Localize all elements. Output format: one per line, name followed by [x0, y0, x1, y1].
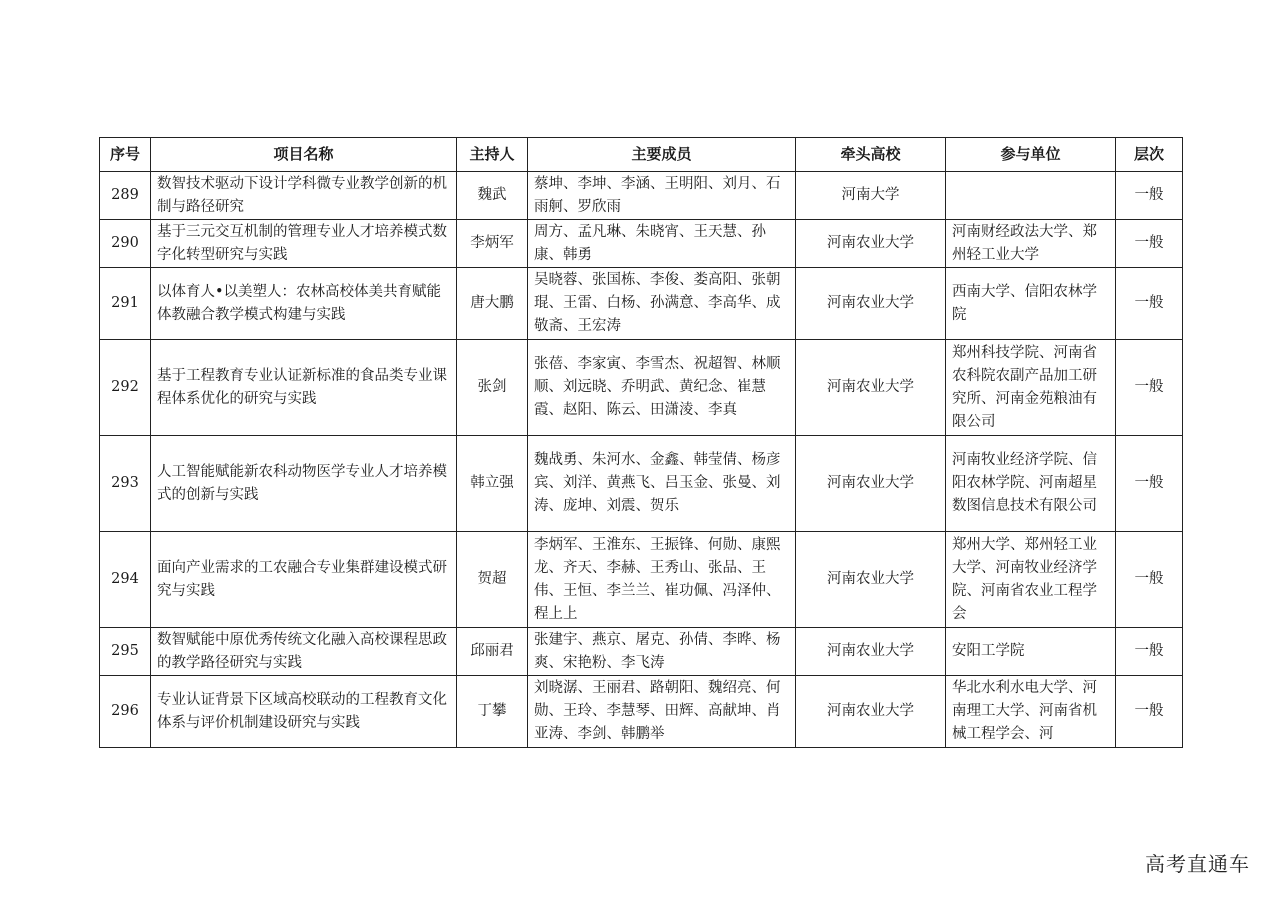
header-lead-university: 牵头高校: [796, 138, 946, 172]
table-row: [100, 676, 1183, 748]
cell-level: 一般: [1116, 268, 1183, 340]
project-table: [99, 137, 1183, 748]
cell-members: 张建宇、燕京、屠克、孙倩、李晔、杨爽、宋艳粉、李飞涛: [528, 628, 796, 676]
cell-members: 魏战勇、朱河水、金鑫、韩莹倩、杨彦宾、刘洋、黄燕飞、吕玉金、张曼、刘涛、庞坤、刘震、贺乐: [528, 436, 796, 532]
cell-no: 296: [100, 676, 151, 748]
cell-host: 张剑: [457, 340, 528, 436]
table-row: [100, 172, 1183, 220]
cell-partner-units: 安阳工学院: [946, 628, 1116, 676]
cell-host: 魏武: [457, 172, 528, 220]
table-row: [100, 268, 1183, 340]
cell-lead-university: 河南农业大学: [796, 268, 946, 340]
header-partner-units: 参与单位: [946, 138, 1116, 172]
cell-partner-units: 河南牧业经济学院、信阳农林学院、河南超星数图信息技术有限公司: [946, 436, 1116, 532]
cell-project-name: 基于工程教育专业认证新标准的食品类专业课程体系优化的研究与实践: [151, 340, 457, 436]
watermark-text: 高考直通车: [1145, 852, 1250, 876]
cell-members: 刘晓潺、王丽君、路朝阳、魏绍亮、何勋、王玲、李慧琴、田辉、高献坤、肖亚涛、李剑、韩鹏举: [528, 676, 796, 748]
cell-partner-units: 郑州大学、郑州轻工业大学、河南牧业经济学院、河南省农业工程学会: [946, 532, 1116, 628]
cell-no: 289: [100, 172, 151, 220]
cell-members: 周方、孟凡琳、朱晓宵、王天慧、孙康、韩勇: [528, 220, 796, 268]
cell-lead-university: 河南农业大学: [796, 676, 946, 748]
cell-no: 291: [100, 268, 151, 340]
cell-host: 邱丽君: [457, 628, 528, 676]
cell-lead-university: 河南大学: [796, 172, 946, 220]
cell-level: 一般: [1116, 220, 1183, 268]
cell-project-name: 面向产业需求的工农融合专业集群建设模式研究与实践: [151, 532, 457, 628]
header-members: 主要成员: [528, 138, 796, 172]
header-host: 主持人: [457, 138, 528, 172]
cell-no: 290: [100, 220, 151, 268]
cell-partner-units: 郑州科技学院、河南省农科院农副产品加工研究所、河南金苑粮油有限公司: [946, 340, 1116, 436]
cell-lead-university: 河南农业大学: [796, 340, 946, 436]
cell-lead-university: 河南农业大学: [796, 436, 946, 532]
cell-members: 李炳军、王淮东、王振锋、何勋、康熙龙、齐天、李赫、王秀山、张品、王伟、王恒、李兰兰、崔功佩、冯泽仲、程上上: [528, 532, 796, 628]
cell-no: 295: [100, 628, 151, 676]
cell-partner-units: 河南财经政法大学、郑州轻工业大学: [946, 220, 1116, 268]
cell-project-name: 以体育人•以美塑人：农林高校体美共育赋能体教融合教学模式构建与实践: [151, 268, 457, 340]
header-project-name: 项目名称: [151, 138, 457, 172]
table-row: [100, 340, 1183, 436]
cell-host: 李炳军: [457, 220, 528, 268]
cell-level: 一般: [1116, 436, 1183, 532]
cell-no: 294: [100, 532, 151, 628]
table-row: [100, 628, 1183, 676]
table-row: [100, 436, 1183, 532]
cell-members: 张蓓、李家寅、李雪杰、祝超智、林顺顺、刘远晓、乔明武、黄纪念、崔慧霞、赵阳、陈云、田潇淩、李真: [528, 340, 796, 436]
cell-level: 一般: [1116, 676, 1183, 748]
cell-partner-units: 西南大学、信阳农林学院: [946, 268, 1116, 340]
cell-project-name: 数智赋能中原优秀传统文化融入高校课程思政的教学路径研究与实践: [151, 628, 457, 676]
cell-partner-units: [946, 172, 1116, 220]
cell-level: 一般: [1116, 532, 1183, 628]
cell-no: 293: [100, 436, 151, 532]
cell-lead-university: 河南农业大学: [796, 628, 946, 676]
cell-members: 吴晓蓉、张国栋、李俊、娄高阳、张朝琨、王雷、白杨、孙满意、李高华、成敬斋、王宏涛: [528, 268, 796, 340]
header-level: 层次: [1116, 138, 1183, 172]
cell-no: 292: [100, 340, 151, 436]
cell-lead-university: 河南农业大学: [796, 220, 946, 268]
cell-host: 丁攀: [457, 676, 528, 748]
cell-project-name: 专业认证背景下区域高校联动的工程教育文化体系与评价机制建设研究与实践: [151, 676, 457, 748]
cell-host: 韩立强: [457, 436, 528, 532]
cell-level: 一般: [1116, 628, 1183, 676]
cell-lead-university: 河南农业大学: [796, 532, 946, 628]
table-row: [100, 532, 1183, 628]
cell-host: 贺超: [457, 532, 528, 628]
cell-partner-units: 华北水利水电大学、河南理工大学、河南省机械工程学会、河: [946, 676, 1116, 748]
table-header-row: [100, 138, 1183, 172]
cell-project-name: 人工智能赋能新农科动物医学专业人才培养模式的创新与实践: [151, 436, 457, 532]
cell-project-name: 基于三元交互机制的管理专业人才培养模式数字化转型研究与实践: [151, 220, 457, 268]
cell-level: 一般: [1116, 340, 1183, 436]
cell-members: 蔡坤、李坤、李涵、王明阳、刘月、石雨舸、罗欣雨: [528, 172, 796, 220]
cell-project-name: 数智技术驱动下设计学科微专业教学创新的机制与路径研究: [151, 172, 457, 220]
table-row: [100, 220, 1183, 268]
header-no: 序号: [100, 138, 151, 172]
cell-level: 一般: [1116, 172, 1183, 220]
cell-host: 唐大鹏: [457, 268, 528, 340]
